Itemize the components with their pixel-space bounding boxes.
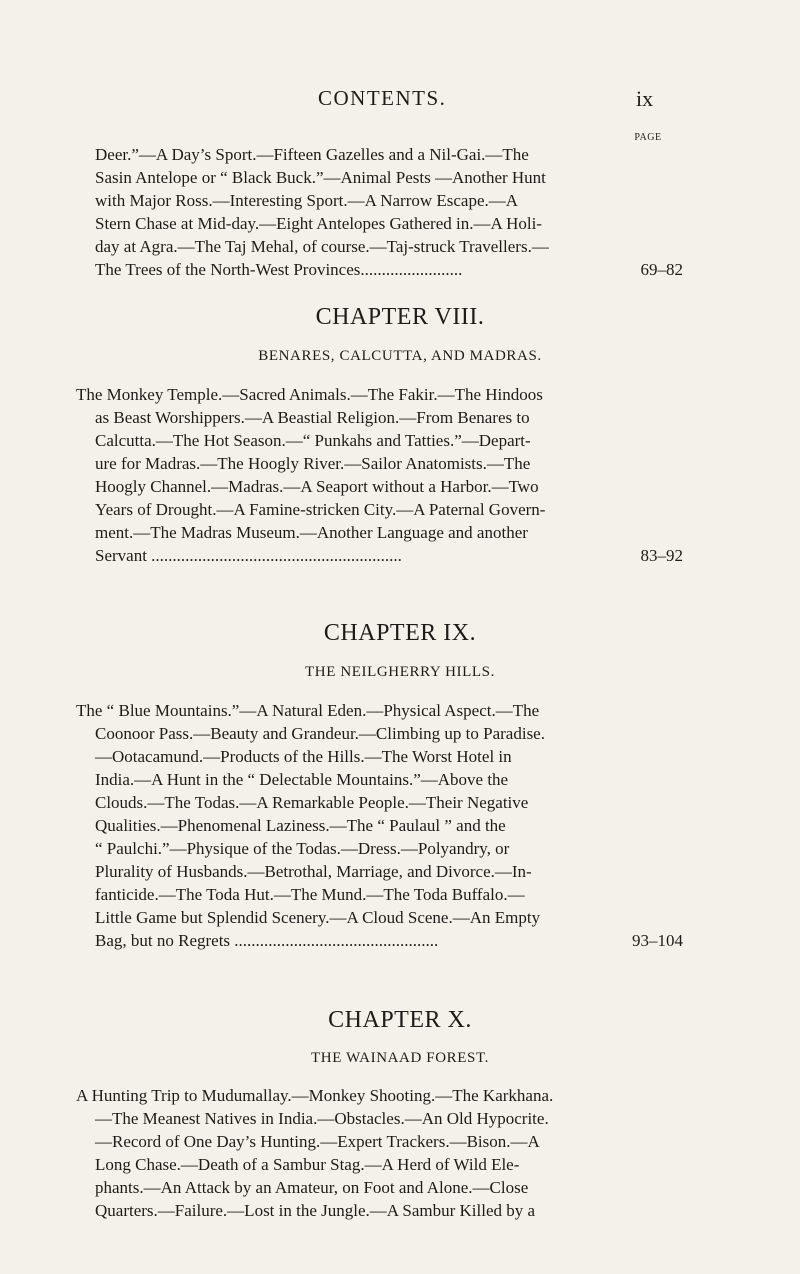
entry-line: Plurality of Husbands.—Betrothal, Marriage, and Divorce.—In- (95, 862, 532, 881)
entry-line: with Major Ross.—Interesting Sport.—A Narrow Escape.—A (95, 191, 519, 210)
entry-line: —Record of One Day’s Hunting.—Expert Trackers.—Bison.—A (95, 1132, 540, 1151)
entry-line: Years of Drought.—A Famine-stricken City.—A Paternal Govern- (95, 500, 546, 519)
entry-line: Long Chase.—Death of a Sambur Stag.—A Herd of Wild Ele- (95, 1155, 520, 1174)
chapter-heading: CHAPTER X. (328, 1007, 472, 1033)
entry-line: “ Paulchi.”—Physique of the Todas.—Dress.—Polyandry, or (95, 839, 510, 858)
entry-line: —The Meanest Natives in India.—Obstacles.—An Old Hypocrite. (95, 1109, 549, 1128)
entry-line: Coonoor Pass.—Beauty and Grandeur.—Climbing up to Paradise. (95, 724, 545, 743)
entry-line: Servant ........................................................... (95, 546, 402, 565)
toc-entry-chapter-viii (76, 383, 683, 567)
running-head-title: CONTENTS. (318, 86, 447, 110)
page-range: 93–104 (632, 931, 683, 950)
page-range: 69–82 (640, 260, 683, 279)
chapter-heading: CHAPTER IX. (323, 620, 477, 646)
entry-line: day at Agra.—The Taj Mehal, of course.—Taj-struck Travellers.— (95, 237, 549, 256)
entry-line: Quarters.—Failure.—Lost in the Jungle.—A Sambur Killed by a (95, 1201, 536, 1220)
toc-entry-chapter-ix (76, 699, 683, 952)
entry-line: Bag, but no Regrets ................................................ (95, 931, 439, 950)
entry-line: Clouds.—The Todas.—A Remarkable People.—Their Negative (95, 793, 529, 812)
chapter-subtitle: BENARES, CALCUTTA, AND MADRAS. (258, 348, 542, 364)
entry-line: The Trees of the North-West Provinces........................ (95, 260, 463, 279)
entry-line: The Monkey Temple.—Sacred Animals.—The Fakir.—The Hindoos (76, 385, 543, 404)
entry-line: Hoogly Channel.—Madras.—A Seaport without a Harbor.—Two (95, 477, 539, 496)
entry-line: The “ Blue Mountains.”—A Natural Eden.—Physical Aspect.—The (76, 701, 540, 720)
entry-line: Qualities.—Phenomenal Laziness.—The “ Paulaul ” and the (95, 816, 506, 835)
toc-entry-chapter-vii-cont (95, 143, 683, 281)
chapter-heading: CHAPTER VIII. (315, 304, 485, 330)
entry-line: Stern Chase at Mid-day.—Eight Antelopes Gathered in.—A Holi- (95, 214, 542, 233)
entry-line: phants.—An Attack by an Amateur, on Foot and Alone.—Close (95, 1178, 529, 1197)
chapter-subtitle: THE WAINAAD FOREST. (311, 1050, 489, 1066)
toc-entry-chapter-x (76, 1084, 678, 1222)
entry-line: as Beast Worshippers.—A Beastial Religion.—From Benares to (95, 408, 530, 427)
running-head (0, 86, 800, 116)
entry-line: Little Game but Splendid Scenery.—A Cloud Scene.—An Empty (95, 908, 541, 927)
entry-line: —Ootacamund.—Products of the Hills.—The Worst Hotel in (95, 747, 512, 766)
entry-line: Calcutta.—The Hot Season.—“ Punkahs and Tatties.”—Depart- (95, 431, 531, 450)
page-number: ix (636, 86, 654, 111)
chapter-subtitle: THE NEILGHERRY HILLS. (305, 664, 495, 680)
entry-line: Sasin Antelope or “ Black Buck.”—Animal Pests —Another Hunt (95, 168, 546, 187)
page-column-label: PAGE (634, 132, 662, 143)
entry-line: ment.—The Madras Museum.—Another Language and another (95, 523, 528, 542)
entry-line: fanticide.—The Toda Hut.—The Mund.—The Toda Buffalo.— (95, 885, 525, 904)
entry-line: ure for Madras.—The Hoogly River.—Sailor Anatomists.—The (95, 454, 531, 473)
entry-line: Deer.”—A Day’s Sport.—Fifteen Gazelles and a Nil-Gai.—The (95, 145, 529, 164)
page-range: 83–92 (640, 546, 683, 565)
entry-line: India.—A Hunt in the “ Delectable Mountains.”—Above the (95, 770, 509, 789)
entry-line: A Hunting Trip to Mudumallay.—Monkey Shooting.—The Karkhana. (76, 1086, 554, 1105)
